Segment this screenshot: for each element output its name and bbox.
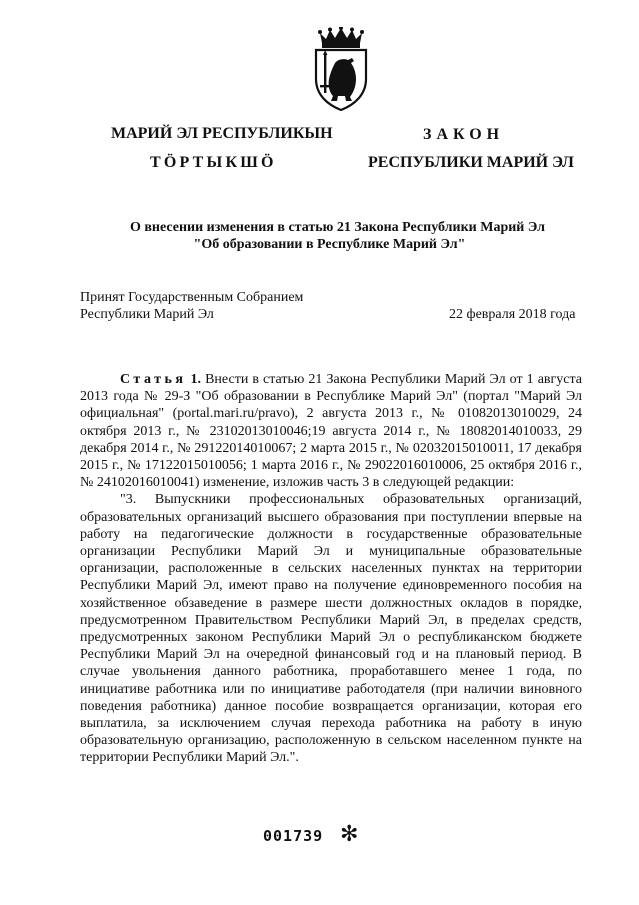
header-republic-russian: РЕСПУБЛИКИ МАРИЙ ЭЛ xyxy=(368,154,574,171)
header-law-mari: ТӦРТЫКШӦ xyxy=(150,154,277,171)
article-quoted-part: "3. Выпускники профессиональных образовательных организаций, образовательных организаций высшего образования при поступлении впервые на работу на педагогические должности в государственные образовательные организации Республики Марий Эл и муниципальные образовательные организации, расположенные в сельских населенных пунктах на территории Республики Марий Эл, имеют право на получение единовременного пособия на хозяйственное обзаведение в размере шести должностных окладов в порядке, предусмотренном Правительством Республики Марий Эл, в пределах средств, предусмотренных законом Республики Марий Эл о республиканском бюджете Республики Марий Эл на очередной финансовый год и на плановый период. В случае увольнения данного работника, проработавшего менее 1 года, по инициативе работника или по инициативе работодателя (при наличии виновного поведения работника) данное пособие возвращается организации, которая его выплатила, за исключением случая перехода работника на работу в иную образовательную организацию, расположенную в сельском населенном пункте на территории Республики Марий Эл.". xyxy=(80,492,582,766)
header-title-mari: МАРИЙ ЭЛ РЕСПУБЛИКЫН xyxy=(111,125,333,142)
adoption-date: 22 февраля 2018 года xyxy=(449,307,576,322)
adoption-statement-line-1: Принят Государственным Собранием xyxy=(80,290,304,305)
law-title-line-2: "Об образовании в Республике Марий Эл" xyxy=(193,237,466,252)
adoption-statement-line-2: Республики Марий Эл xyxy=(80,307,214,322)
header-law-russian: ЗАКОН xyxy=(423,126,505,143)
coat-of-arms-bear-icon xyxy=(310,27,372,111)
document-serial-number: 001739 xyxy=(263,827,324,845)
article-intro-paragraph xyxy=(80,371,582,491)
article-label: Статья xyxy=(120,372,187,387)
article-number: 1. xyxy=(190,372,202,387)
law-title-line-1: О внесении изменения в статью 21 Закона Республики Марий Эл xyxy=(129,220,546,235)
article-intro-text: Внести в статью 21 Закона Республики Марий Эл от 1 августа 2013 года № 29-З "Об образовании в Республике Марий Эл" (портал "Марий Эл официальная" (portal.mari.ru/pravo), 2 августа 2013 г., № 01082013010029, 24 октября 2013 г., № 23102013010046;19 августа 2014 г., № 18082014010033, 29 декабря 2014 г., № 29122014010067; 2 марта 2015 г., № 02032015010011, 17 декабря 2015 г., № 17122015010056; 1 марта 2016 г., № 29022016010006, 25 октября 2016 г., № 24102016010041) изменение, изложив часть 3 в следующей редакции: xyxy=(80,372,582,491)
article-body xyxy=(80,371,582,767)
asterisk-mark: ✻ xyxy=(340,822,359,847)
